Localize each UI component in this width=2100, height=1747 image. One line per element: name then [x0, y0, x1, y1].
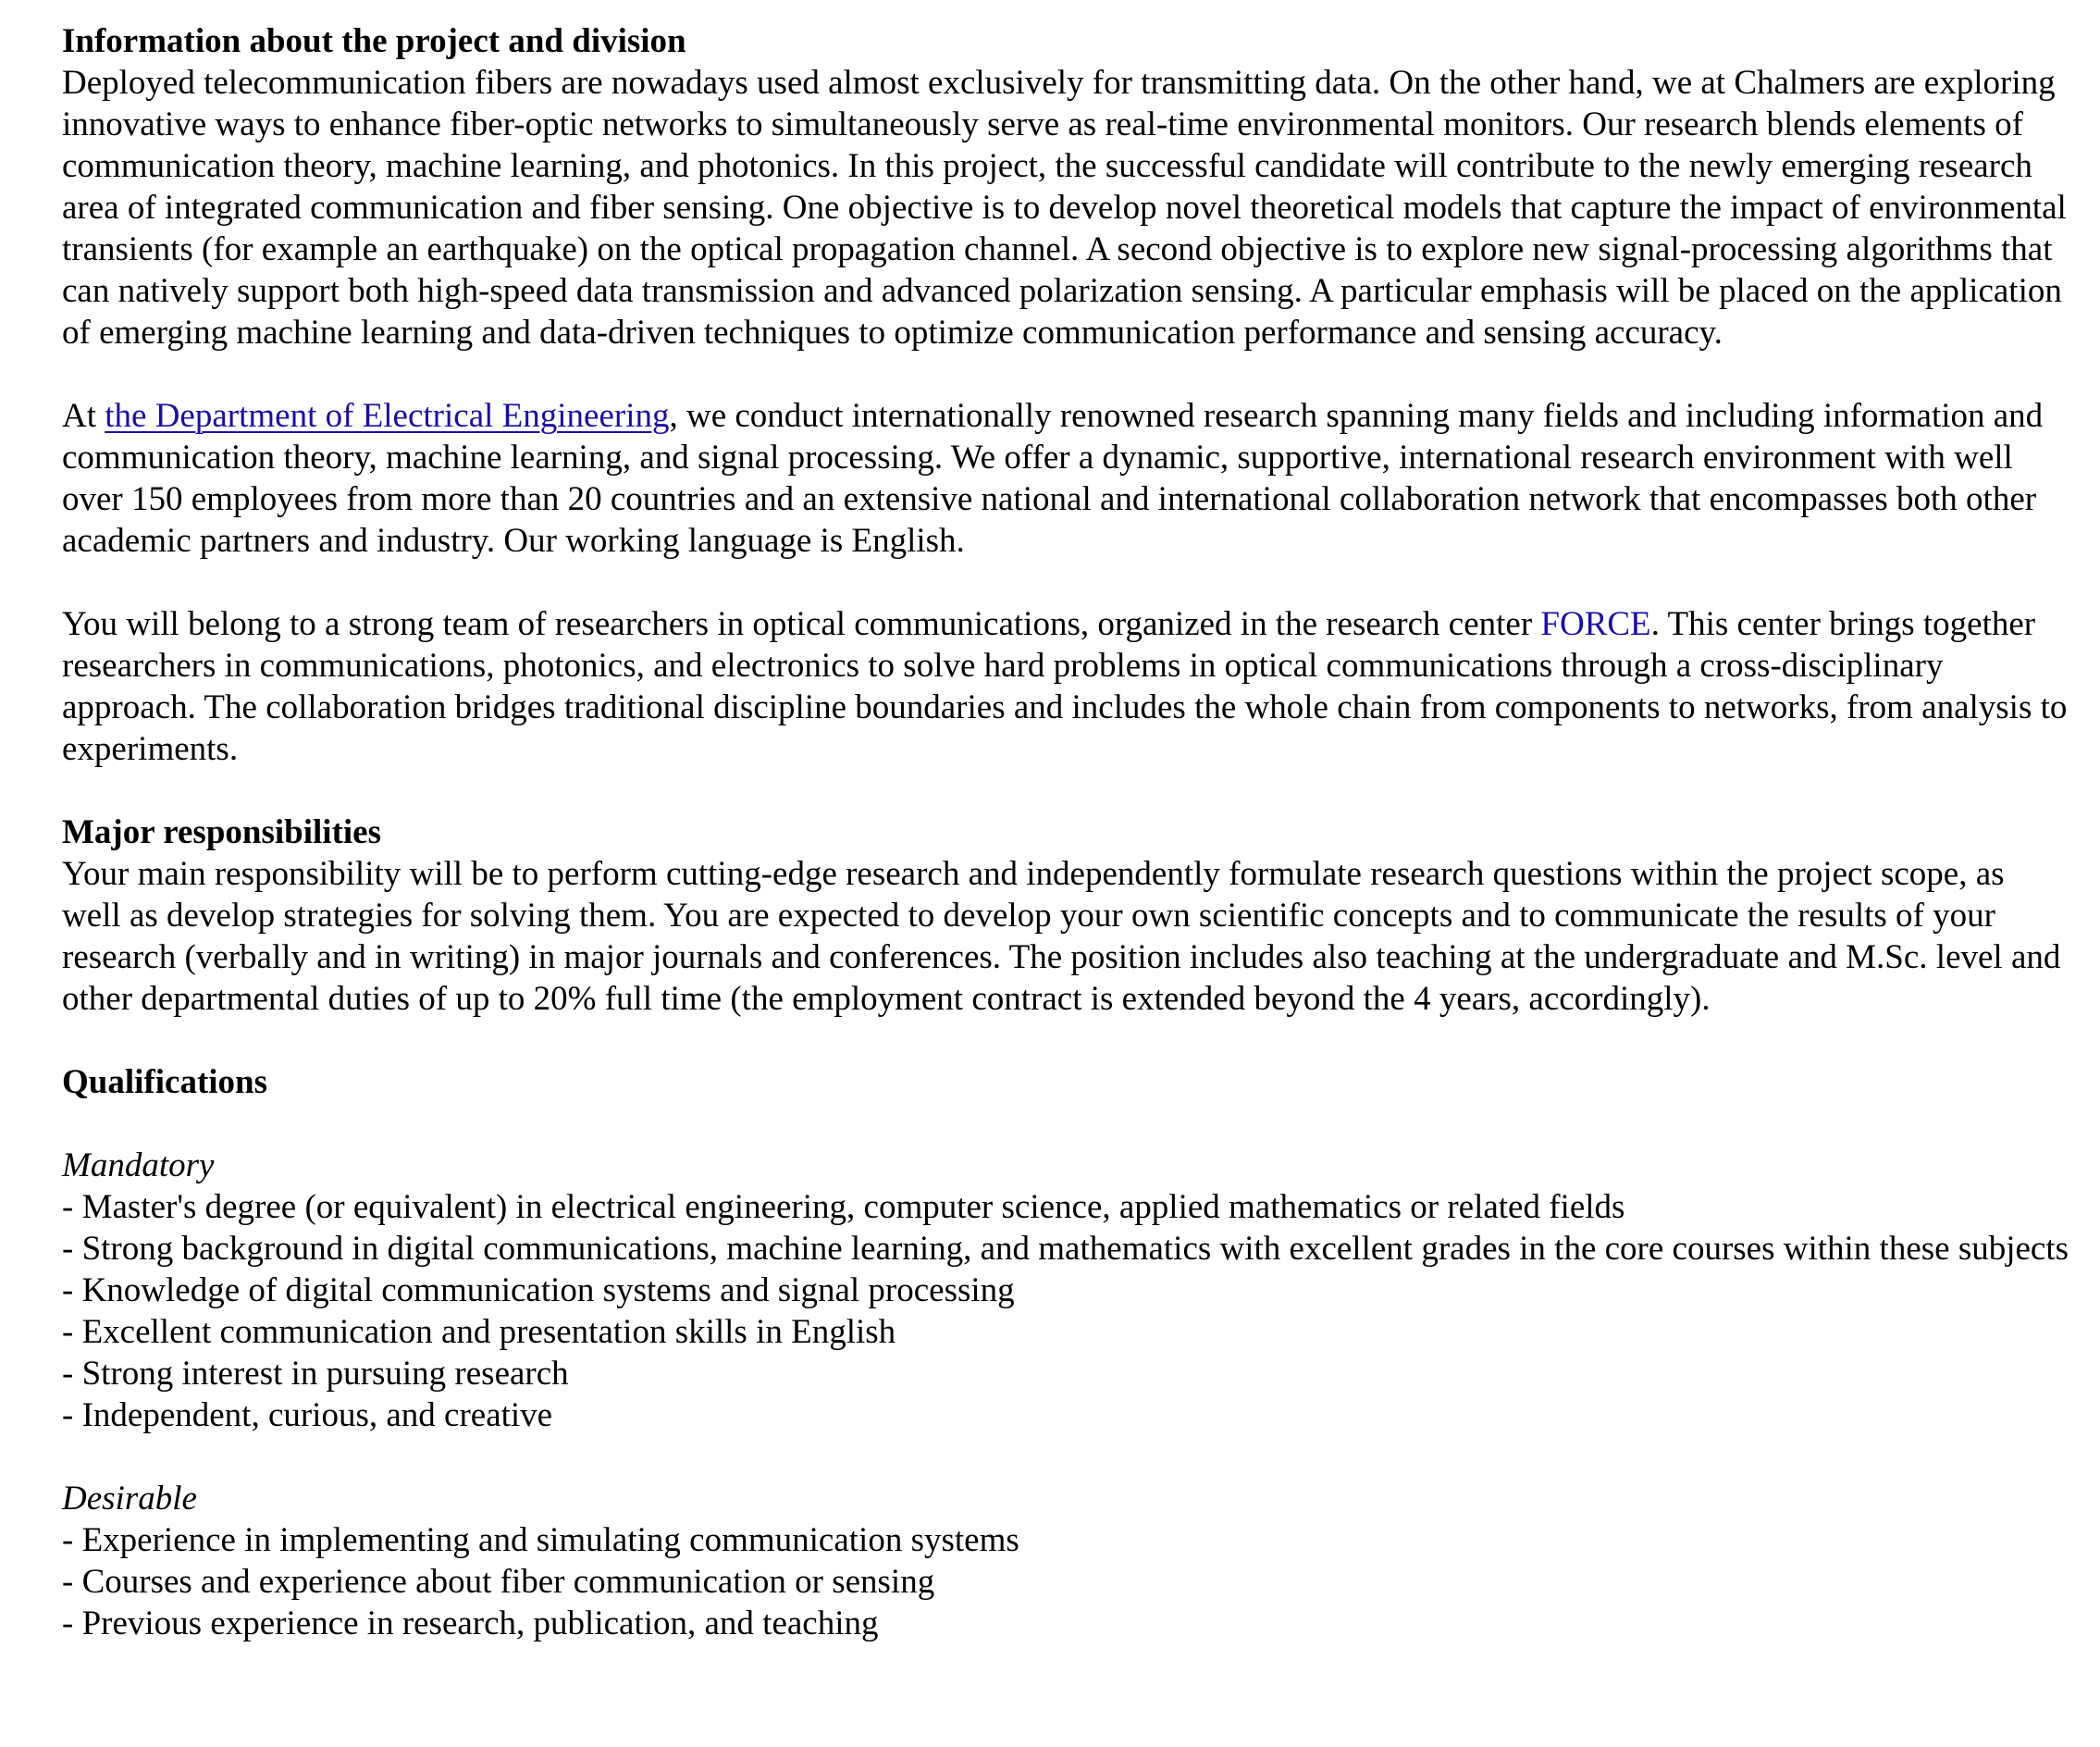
- force-link[interactable]: FORCE: [1540, 605, 1651, 643]
- project-section: [62, 20, 2069, 353]
- mandatory-list: [62, 1145, 2069, 1436]
- list-item: - Experience in implementing and simulating communication systems: [62, 1521, 1019, 1559]
- department-paragraph: [62, 395, 2069, 562]
- list-item: - Master's degree (or equivalent) in electrical engineering, computer science, applied mathematics or related fields: [62, 1188, 1625, 1226]
- team-suffix: . This center brings together researchers in communications, photonics, and electronics to solve hard problems in optical communications through a cross-disciplinary approach. The collaboration bridges traditional discipline boundaries and includes the whole chain from components to networks, from analysis to experiments.: [62, 605, 2068, 768]
- list-item: - Strong interest in pursuing research: [62, 1355, 569, 1393]
- list-item: - Independent, curious, and creative: [62, 1396, 553, 1434]
- qualifications-heading: Qualifications: [62, 1063, 268, 1101]
- list-item: - Strong background in digital communications, machine learning, and mathematics with excellent grades in the core courses within these subjects: [62, 1230, 2069, 1268]
- desirable-list: [62, 1478, 2069, 1644]
- project-heading: Information about the project and division: [62, 22, 686, 60]
- list-item: - Excellent communication and presentation skills in English: [62, 1313, 896, 1351]
- team-paragraph: [62, 603, 2069, 770]
- list-item: - Knowledge of digital communication systems and signal processing: [62, 1271, 1015, 1309]
- qualifications-section: [62, 1061, 2069, 1644]
- project-paragraph: Deployed telecommunication fibers are nowadays used almost exclusively for transmitting data. On the other hand, we at Chalmers are exploring innovative ways to enhance fiber-optic networks to simultaneously serve as real-time environmental monitors. Our research blends elements of communication theory, machine learning, and photonics. In this project, the successful candidate will contribute to the newly emerging research area of integrated communication and fiber sensing. One objective is to develop novel theoretical models that capture the impact of environmental transients (for example an earthquake) on the optical propagation channel. A second objective is to explore new signal-processing algorithms that can natively support both high-speed data transmission and advanced polarization sensing. A particular emphasis will be placed on the application of emerging machine learning and data-driven techniques to optimize communication performance and sensing accuracy.: [62, 64, 2067, 352]
- department-prefix: At: [62, 397, 105, 435]
- mandatory-label: Mandatory: [62, 1146, 215, 1184]
- responsibilities-paragraph: Your main responsibility will be to perform cutting-edge research and independently formulate research questions within the project scope, as well as develop strategies for solving them. You are expected to develop your own scientific concepts and to communicate the results of your research (verbally and in writing) in major journals and conferences. The position includes also teaching at the undergraduate and M.Sc. level and other departmental duties of up to 20% full time (the employment contract is extended beyond the 4 years, accordingly).: [62, 855, 2061, 1018]
- responsibilities-heading: Major responsibilities: [62, 813, 381, 851]
- team-prefix: You will belong to a strong team of researchers in optical communications, organized in the research center: [62, 605, 1541, 643]
- responsibilities-section: [62, 812, 2069, 1020]
- desirable-label: Desirable: [62, 1480, 197, 1518]
- list-item: - Courses and experience about fiber communication or sensing: [62, 1563, 935, 1601]
- department-suffix: , we conduct internationally renowned research spanning many fields and including information and communication theory, machine learning, and signal processing. We offer a dynamic, supportive, international research environment with well over 150 employees from more than 20 countries and an extensive national and international collaboration network that encompasses both other academic partners and industry. Our working language is English.: [62, 397, 2044, 560]
- department-link[interactable]: the Department of Electrical Engineering: [105, 397, 670, 435]
- list-item: - Previous experience in research, publication, and teaching: [62, 1605, 879, 1642]
